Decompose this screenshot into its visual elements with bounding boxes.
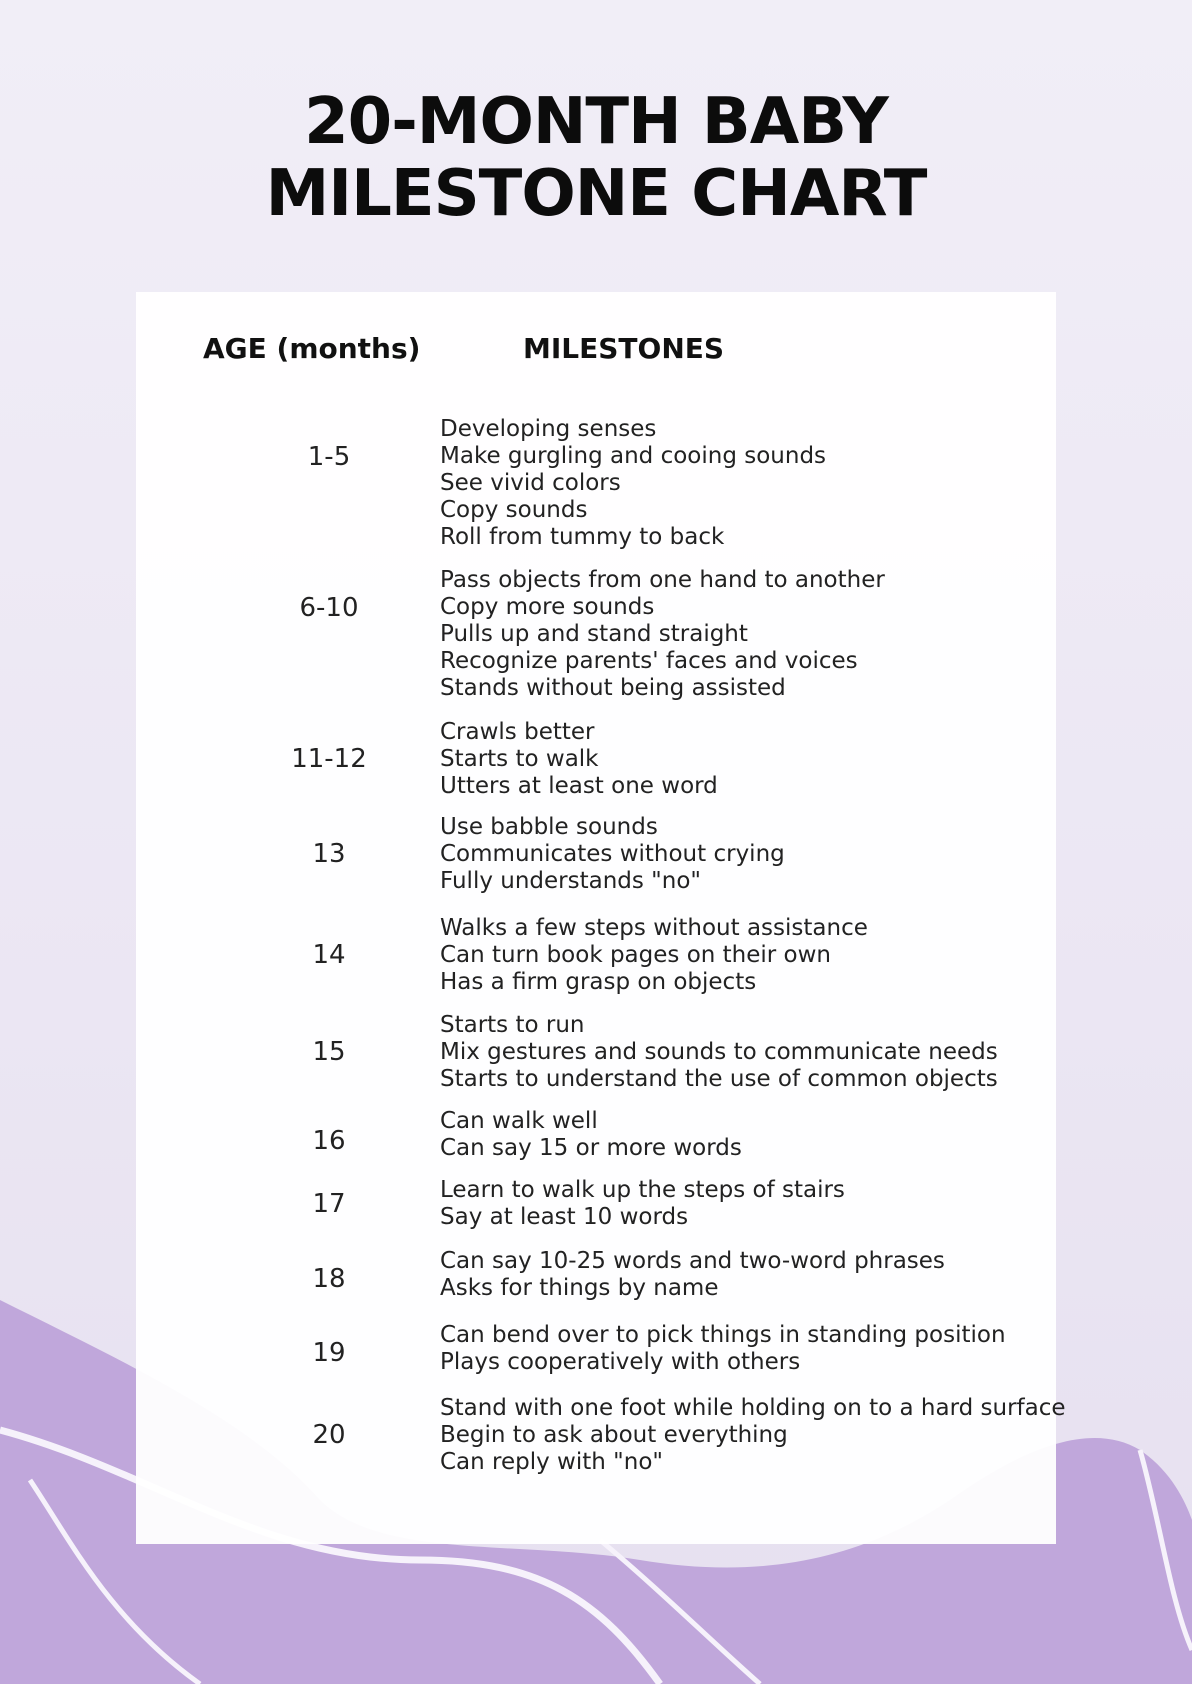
milestone-item: Developing senses [440, 416, 657, 442]
milestone-item: Communicates without crying [440, 841, 785, 867]
milestone-table-card [136, 292, 1066, 1544]
milestones-cell [440, 915, 868, 996]
title-line-1: 20-MONTH BABY [304, 85, 888, 159]
age-cell: 18 [312, 1264, 346, 1294]
milestone-item: Stands without being assisted [440, 675, 786, 701]
milestones-column-header: MILESTONES [523, 332, 725, 365]
age-cell: 11-12 [291, 744, 367, 774]
milestone-item: Can walk well [440, 1108, 598, 1134]
milestone-item: Use babble sounds [440, 814, 658, 840]
milestone-item: Learn to walk up the steps of stairs [440, 1177, 845, 1203]
milestone-item: See vivid colors [440, 470, 621, 496]
milestones-cell [440, 1395, 1066, 1476]
table-header [136, 332, 1056, 382]
age-column-header: AGE (months) [203, 332, 421, 365]
age-cell: 17 [312, 1189, 346, 1219]
milestone-item: Asks for things by name [440, 1275, 719, 1301]
milestone-item: Say at least 10 words [440, 1204, 689, 1230]
milestone-item: Plays cooperatively with others [440, 1349, 801, 1375]
age-cell: 13 [312, 839, 346, 869]
milestone-item: Starts to run [440, 1012, 585, 1038]
page-title [0, 86, 1192, 230]
milestones-cell [440, 567, 885, 702]
milestone-item: Pulls up and stand straight [440, 621, 748, 647]
milestone-item: Fully understands "no" [440, 868, 701, 894]
milestone-item: Can reply with "no" [440, 1449, 663, 1475]
milestone-item: Starts to understand the use of common objects [440, 1066, 998, 1092]
milestone-item: Can bend over to pick things in standing position [440, 1322, 1006, 1348]
milestone-item: Walks a few steps without assistance [440, 915, 868, 941]
age-cell: 6-10 [299, 593, 359, 623]
milestone-item: Crawls better [440, 719, 595, 745]
milestones-cell [440, 1177, 845, 1231]
milestone-item: Roll from tummy to back [440, 524, 725, 550]
milestone-item: Copy sounds [440, 497, 588, 523]
age-cell: 1-5 [307, 442, 351, 472]
milestone-item: Utters at least one word [440, 773, 718, 799]
title-line-2: MILESTONE CHART [265, 157, 927, 231]
milestones-cell [440, 1012, 998, 1093]
milestones-cell [440, 1108, 742, 1162]
age-cell: 20 [312, 1420, 346, 1450]
milestones-cell [440, 1248, 945, 1302]
milestone-item: Can say 10-25 words and two-word phrases [440, 1248, 945, 1274]
age-cell: 14 [312, 940, 346, 970]
milestone-item: Pass objects from one hand to another [440, 567, 885, 593]
milestone-item: Starts to walk [440, 746, 599, 772]
milestone-item: Has a firm grasp on objects [440, 969, 757, 995]
milestones-cell [440, 1322, 1006, 1376]
age-cell: 16 [312, 1126, 346, 1156]
milestone-item: Copy more sounds [440, 594, 655, 620]
milestone-item: Make gurgling and cooing sounds [440, 443, 827, 469]
milestone-item: Stand with one foot while holding on to a hard surface [440, 1395, 1066, 1421]
milestones-cell [440, 416, 826, 551]
milestone-item: Recognize parents' faces and voices [440, 648, 858, 674]
milestone-item: Mix gestures and sounds to communicate needs [440, 1039, 998, 1065]
age-cell: 19 [312, 1338, 346, 1368]
milestones-cell [440, 719, 718, 800]
age-cell: 15 [312, 1037, 346, 1067]
milestone-item: Begin to ask about everything [440, 1422, 788, 1448]
milestone-item: Can turn book pages on their own [440, 942, 832, 968]
milestone-item: Can say 15 or more words [440, 1135, 742, 1161]
milestones-cell [440, 814, 785, 895]
